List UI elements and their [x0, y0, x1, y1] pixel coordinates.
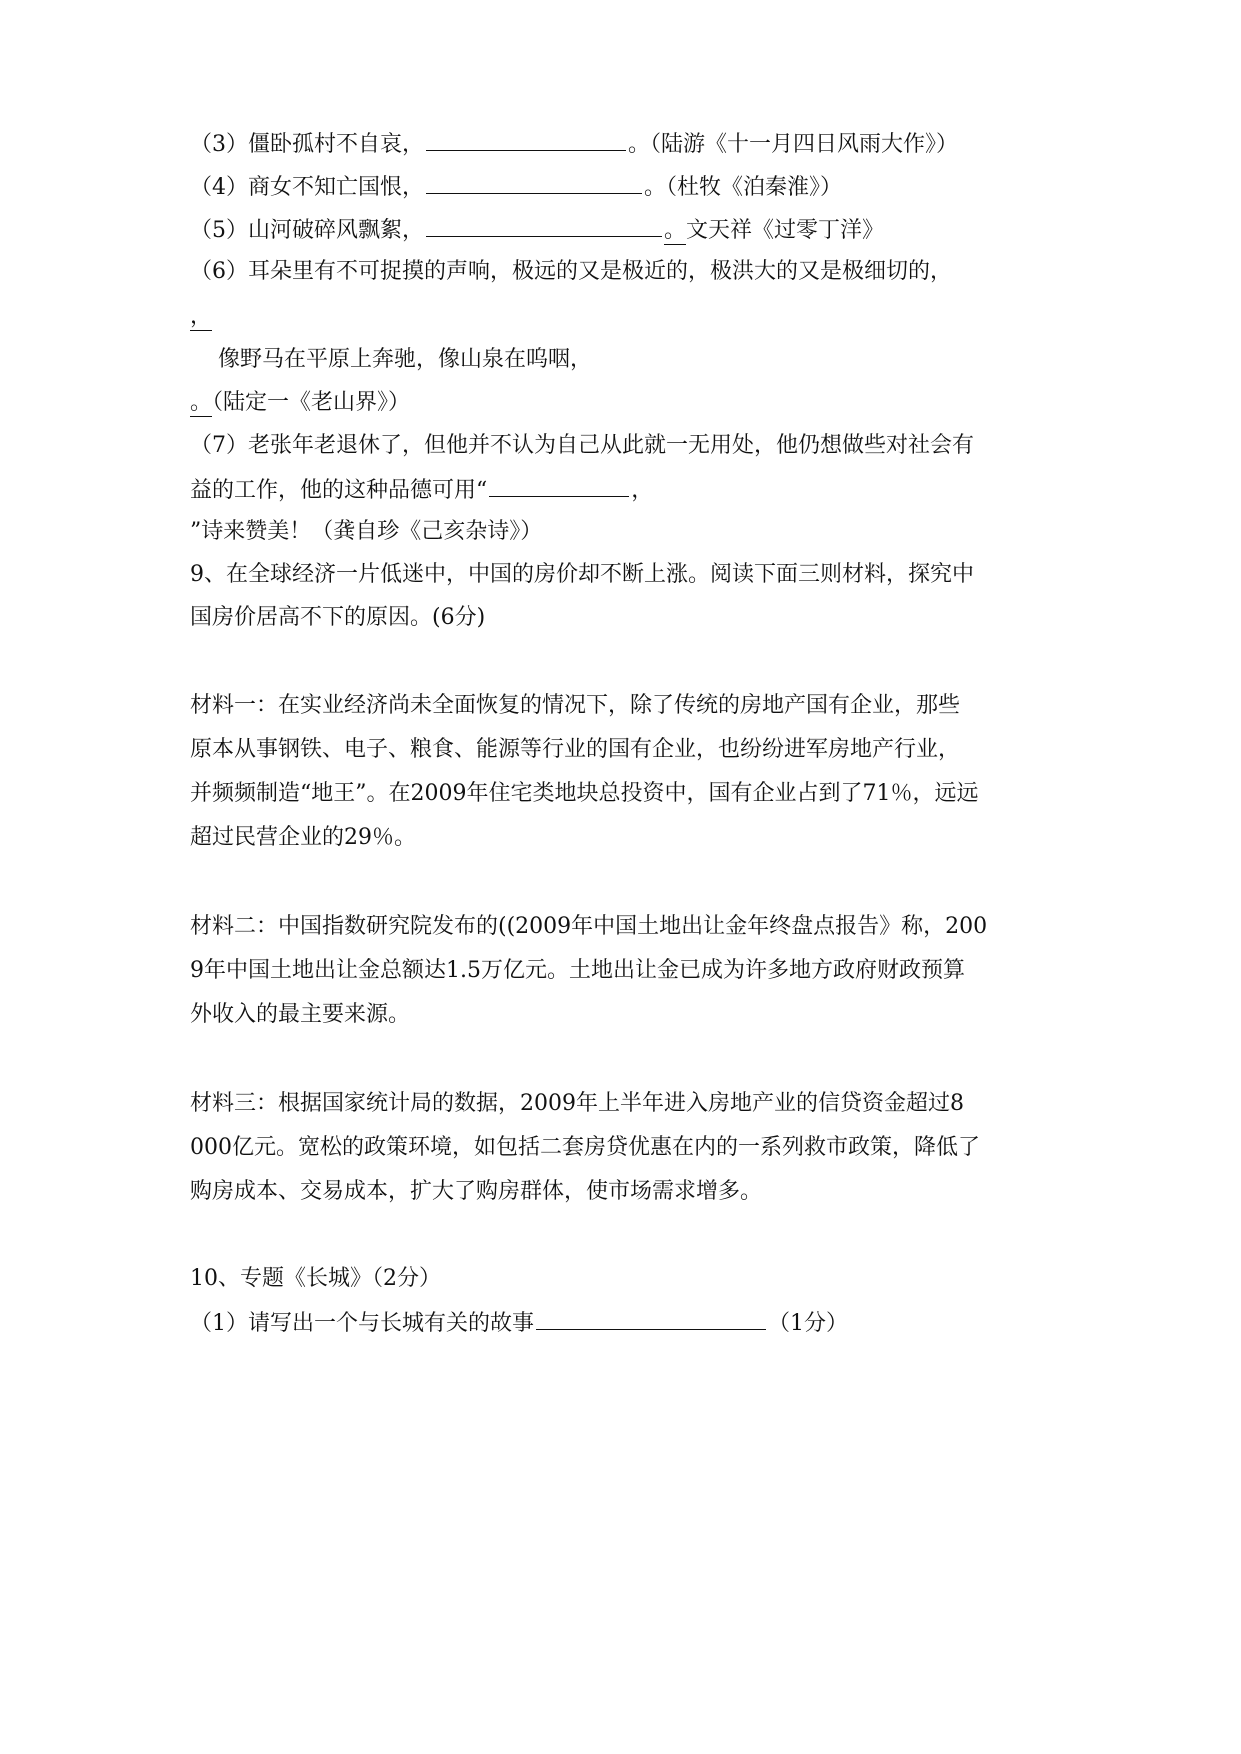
q8-line-5: [190, 214, 884, 246]
material-1-line: 原本从事钢铁、电子、粮食、能源等行业的国有企业，也纷纷进军房地产行业，: [190, 737, 961, 762]
material-1-line: 超过民营企业的29％。: [190, 825, 416, 850]
material-2-line: 材料二：中国指数研究院发布的((2009年中国土地出让金年终盘点报告》称，200: [190, 914, 988, 939]
q10-title: 10、专题《长城》（2分）: [190, 1266, 441, 1291]
q8-line-6d-source: （陆定一《老山界》）: [212, 390, 411, 415]
q8-line-6a: （6）耳朵里有不可捉摸的声响，极远的又是极近的，极洪大的又是极细切的，: [190, 259, 952, 284]
q8-line-7b: [190, 474, 653, 506]
material-3-line: 购房成本、交易成本，扩大了购房群体，使市场需求增多。: [190, 1179, 763, 1204]
answer-blank[interactable]: [426, 128, 626, 151]
q8-line-3-prefix: （3）僵卧孤村不自哀，: [190, 132, 424, 157]
q8-line-4-suffix: 。（杜牧《泊秦淮》）: [644, 175, 843, 200]
q8-line-7c: ”诗来赞美！（龚自珍《己亥杂诗》）: [190, 519, 543, 544]
answer-blank[interactable]: [536, 1307, 766, 1330]
q8-line-5-prefix: （5）山河破碎风飘絮，: [190, 218, 424, 243]
q9-title-line-1: 9、在全球经济一片低迷中，中国的房价却不断上涨。阅读下面三则材料，探究中: [190, 562, 974, 587]
q8-line-4-prefix: （4）商女不知亡国恨，: [190, 175, 424, 200]
q8-line-6d: [190, 388, 410, 418]
q9-title-line-2: 国房价居高不下的原因。(6分): [190, 605, 486, 630]
q8-line-7b-suffix: ，: [631, 478, 654, 503]
material-2-line: 9年中国土地出让金总额达1.5万亿元。土地出让金已成为许多地方政府财政预算: [190, 958, 965, 983]
answer-blank[interactable]: [426, 214, 662, 237]
answer-blank[interactable]: [426, 171, 642, 194]
material-3-line: 000亿元。宽松的政策环境，如包括二套房贷优惠在内的一系列救市政策，降低了: [190, 1135, 980, 1160]
q8-line-6c: 像野马在平原上奔驰，像山泉在呜咽，: [218, 347, 593, 372]
material-1-line: 并频频制造“地王”。在2009年住宅类地块总投资中，国有企业占到了71％，远远: [190, 781, 979, 806]
q10-line-1-suffix: （1分）: [768, 1311, 848, 1336]
q8-line-5-suffix: 文天祥《过零丁洋》: [686, 218, 885, 243]
q10-line-1: [190, 1307, 848, 1339]
q8-line-5-period: 。: [664, 218, 687, 243]
answer-blank-comma[interactable]: ，: [190, 304, 213, 329]
q8-line-3-suffix: 。（陆游《十一月四日风雨大作》）: [628, 132, 959, 157]
material-2-line: 外收入的最主要来源。: [190, 1002, 411, 1027]
q8-line-6b: [190, 302, 212, 332]
q8-line-7b-prefix: 益的工作，他的这种品德可用“: [190, 478, 488, 503]
q8-line-3: [190, 128, 958, 160]
material-3-line: 材料三：根据国家统计局的数据，2009年上半年进入房地产业的信贷资金超过8: [190, 1091, 964, 1116]
q10-line-1-prefix: （1）请写出一个与长城有关的故事: [190, 1311, 534, 1336]
q8-line-4: [190, 171, 842, 203]
answer-blank-period[interactable]: 。: [190, 390, 213, 415]
answer-blank[interactable]: [489, 474, 629, 497]
material-1-line: 材料一：在实业经济尚未全面恢复的情况下，除了传统的房地产国有企业，那些: [190, 693, 961, 718]
q8-line-7a: （7）老张年老退休了，但他并不认为自己从此就一无用处，他仍想做些对社会有: [190, 433, 974, 458]
